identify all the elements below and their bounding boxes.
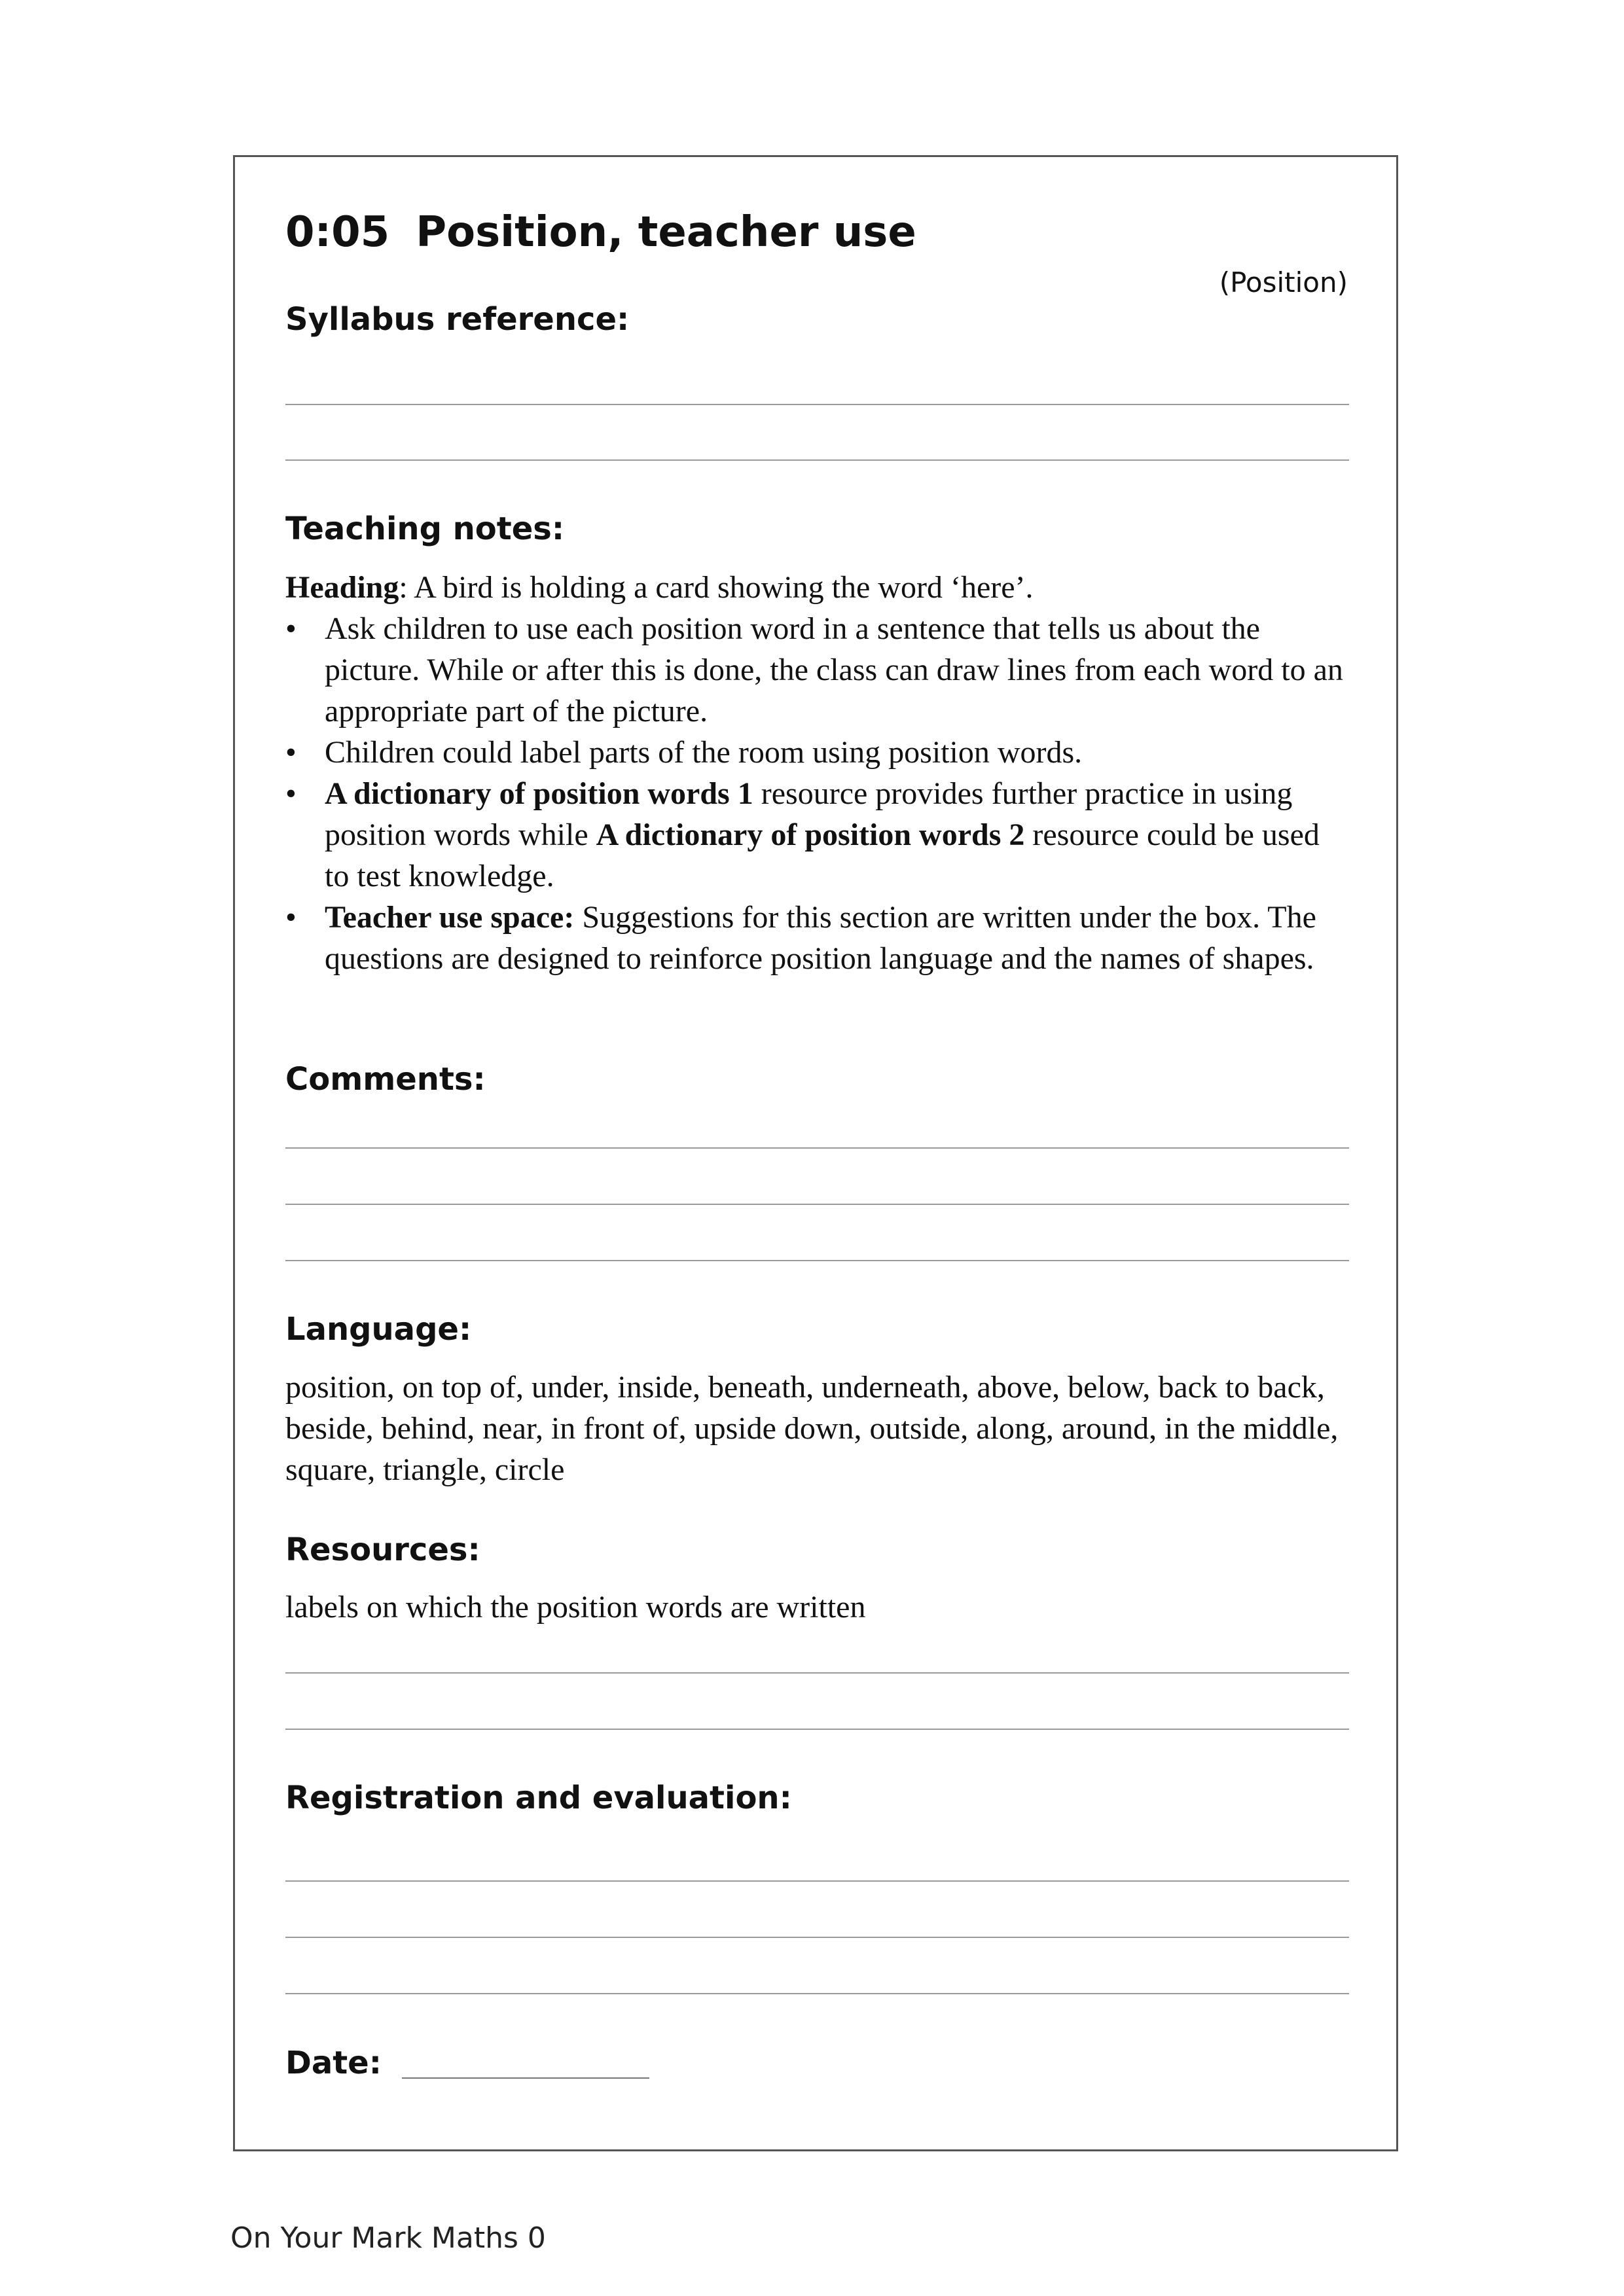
syllabus-heading: Syllabus reference: (285, 301, 630, 338)
teaching-notes-intro (285, 567, 1349, 608)
bullet-3-bold-1: A dictionary of position words 1 (325, 776, 753, 811)
comments-line-2[interactable] (285, 1204, 1349, 1205)
teaching-notes-heading: Teaching notes: (285, 511, 565, 547)
date-line[interactable] (402, 2077, 649, 2079)
intro-text: : A bird is holding a card showing the word ‘here’. (399, 570, 1034, 605)
language-heading: Language: (285, 1311, 472, 1348)
registration-line-2[interactable] (285, 1937, 1349, 1938)
list-item (285, 773, 1349, 897)
registration-line-1[interactable] (285, 1880, 1349, 1882)
resources-text: labels on which the position words are written (285, 1590, 866, 1624)
list-item (285, 608, 1349, 732)
lesson-code: 0:05 (285, 208, 390, 257)
syllabus-line-1[interactable] (285, 404, 1349, 405)
lesson-title: Position, teacher use (416, 208, 916, 257)
date-label: Date: (285, 2045, 382, 2081)
resources-line-1[interactable] (285, 1672, 1349, 1674)
syllabus-line-2[interactable] (285, 459, 1349, 461)
bullet-4-text: Suggestions for this section are written under the box. The questions are designed to reinforce position language and the names of shapes. (325, 900, 1316, 976)
page-frame (233, 155, 1398, 2151)
registration-heading: Registration and evaluation: (285, 1780, 792, 1816)
registration-line-3[interactable] (285, 1993, 1349, 1994)
bullet-3-text-1: resource provides further practice in using position words while (325, 776, 1293, 852)
resources-heading: Resources: (285, 1532, 480, 1568)
comments-line-3[interactable] (285, 1260, 1349, 1261)
page-title (285, 208, 916, 257)
resources-line-2[interactable] (285, 1729, 1349, 1730)
list-item (285, 732, 1349, 773)
comments-line-1[interactable] (285, 1147, 1349, 1149)
bullet-1-text: Ask children to use each position word in a sentence that tells us about the picture. While or after this is done, the class can draw lines from each word to an appropriate part of the picture. (325, 611, 1343, 728)
list-item (285, 897, 1349, 979)
topic-tag: (Position) (1219, 266, 1348, 298)
bullet-3-text-2: resource could be used to test knowledge. (325, 817, 1320, 893)
bullet-4-bold: Teacher use space: (325, 900, 575, 935)
bullet-3-bold-2: A dictionary of position words 2 (596, 817, 1025, 852)
comments-heading: Comments: (285, 1061, 486, 1098)
language-text: position, on top of, under, inside, beneath, underneath, above, below, back to back, beside, behind, near, in front of, upside down, outside, along, around, in the middle, square, triangle, circle (285, 1370, 1339, 1487)
bullet-2-text: Children could label parts of the room using position words. (325, 735, 1083, 770)
teaching-notes-list (285, 608, 1349, 979)
footer-text: On Your Mark Maths 0 (230, 2221, 546, 2255)
intro-label: Heading (285, 570, 399, 605)
